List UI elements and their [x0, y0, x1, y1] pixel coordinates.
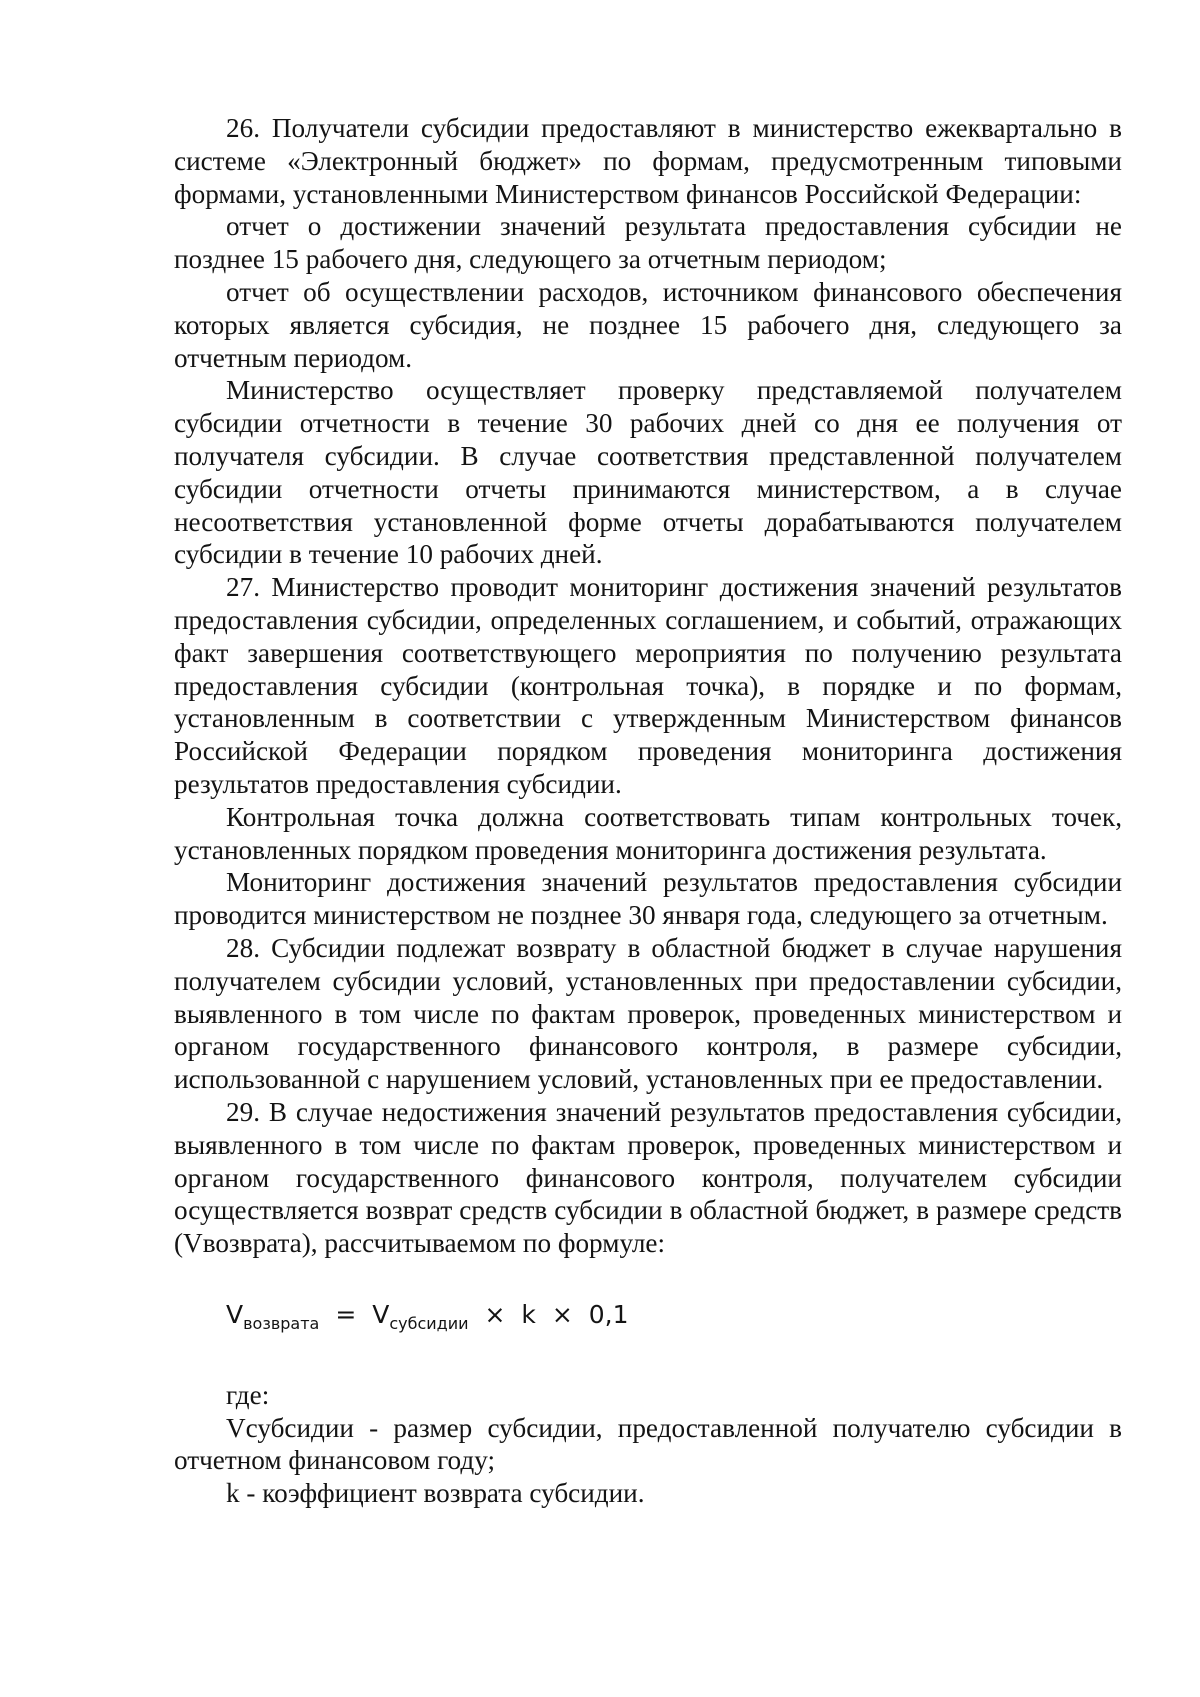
definition-v-subsidy: Vсубсидии - размер субсидии, предоставленной получателю субсидии в отчетном финансовом году;: [174, 1412, 1122, 1476]
formula-times-1: ×: [484, 1299, 506, 1329]
document-page: [174, 112, 1122, 1510]
paragraph-report-results: отчет о достижении значений результата предоставления субсидии не позднее 15 рабочего дня, следующего за отчетным периодом;: [174, 211, 1122, 275]
formula-rhs-subscript: субсидии: [389, 1313, 469, 1333]
formula-times-2: ×: [551, 1299, 573, 1329]
paragraph-monitoring: Мониторинг достижения значений результатов предоставления субсидии проводится министерством не позднее 30 января года, следующего за отчетным.: [174, 867, 1122, 931]
formula-lhs-subscript: возврата: [243, 1313, 320, 1333]
paragraph-ministry-check: Министерство осуществляет проверку представляемой получателем субсидии отчетности в течение 30 рабочих дней со дня ее получения от получателя субсидии. В случае соответствия представленной получателем субсидии отчетности отчеты принимаются министерством, а в случае несоответствия установленной форме отчеты дорабатываются получателем субсидии в течение 10 рабочих дней.: [174, 375, 1122, 570]
paragraph-28: 28. Субсидии подлежат возврату в областной бюджет в случае нарушения получателем субсидии условий, установленных при предоставлении субсидии, выявленного в том числе по фактам проверок, проведенных министерством и органом государственного финансового контроля, в размере субсидии, использованной с нарушением условий, установленных при ее предоставлении.: [174, 932, 1122, 1095]
definition-k: k - коэффициент возврата субсидии.: [226, 1478, 645, 1509]
where-label: где:: [226, 1379, 270, 1410]
formula-rhs-symbol: V: [372, 1299, 390, 1329]
paragraph-27: 27. Министерство проводит мониторинг достижения значений результатов предоставления субсидии, определенных соглашением, и событий, отражающих факт завершения соответствующего мероприятия по получению результата предоставления субсидии (контрольная точка), в порядке и по формам, установленным в соответствии с утвержденным Министерством финансов Российской Федерации порядком проведения мониторинга достижения результатов предоставления субсидии.: [174, 572, 1122, 799]
formula-coefficient: k: [521, 1299, 536, 1329]
return-formula: [174, 1297, 1122, 1342]
paragraph-control-point: Контрольная точка должна соответствовать типам контрольных точек, установленных порядком проведения мониторинга достижения результата.: [174, 801, 1122, 865]
paragraph-26: 26. Получатели субсидии предоставляют в министерство ежеквартально в системе «Электронный бюджет» по формам, предусмотренным типовыми формами, установленными Министерством финансов Российской Федерации:: [174, 113, 1122, 209]
paragraph-report-expenses: отчет об осуществлении расходов, источником финансового обеспечения которых является субсидия, не позднее 15 рабочего дня, следующего за отчетным периодом.: [174, 276, 1122, 373]
formula-factor: 0,1: [588, 1299, 629, 1329]
formula-equals: =: [335, 1299, 357, 1329]
formula-lhs-symbol: V: [226, 1299, 244, 1329]
paragraph-29: 29. В случае недостижения значений результатов предоставления субсидии, выявленного в том числе по фактам проверок, проведенных министерством и органом государственного финансового контроля, получателем субсидии осуществляется возврат средств субсидии в областной бюджет, в размере средств (Vвозврата), рассчитываемом по формуле:: [174, 1096, 1122, 1259]
